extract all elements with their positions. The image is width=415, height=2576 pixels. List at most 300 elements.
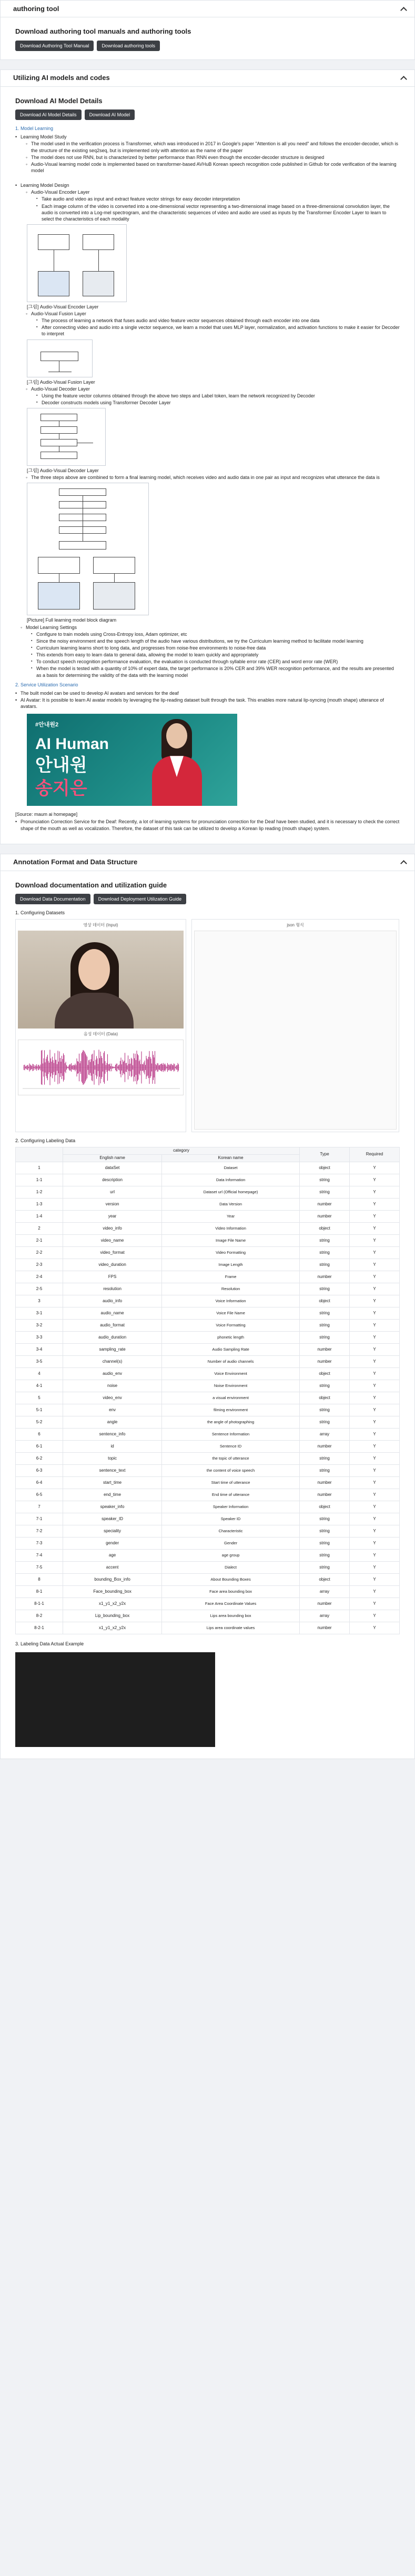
waveform-bar xyxy=(31,1065,32,1070)
waveform-bar xyxy=(67,1066,68,1068)
table-cell: sampling_rate xyxy=(63,1344,162,1356)
table-cell: Y xyxy=(350,1235,400,1247)
table-cell: 7-1 xyxy=(16,1513,63,1525)
table-cell: 6-3 xyxy=(16,1465,63,1477)
list-item: ◦ Model Learning Settings ▪ Configure to train models using Cross-Entropy loss, Adam optimizer, etc ▪ Since the noisy environment and the speech length of the audio have various distributions, we try the Curriculum learning method to facilitate model learning ▪ Curriculum learning learns short to long data, and progresses from noise-free environments to noise-free data ▪ This extends from easy to learn data to general data, allowing the model to learn quickly and appropriately ▪ To conduct speech recognition performance evaluation, the evaluation is conducted through syllable error rate (CER) and word error rate (WER) ▪ When the model is tested with a quantity of 10% of expert data, the target performance is 20% CER and 39% WER recognition performance, and the results are presented as a basis for determining the validity of the data with the learning model xyxy=(21,624,400,678)
panel-title: authoring tool xyxy=(13,4,59,13)
table-row xyxy=(16,1283,400,1295)
waveform-bar xyxy=(129,1059,130,1076)
sample-media xyxy=(15,919,186,1132)
waveform-bar xyxy=(173,1065,174,1070)
table-row xyxy=(16,1162,400,1174)
table-cell: object xyxy=(300,1295,350,1307)
table-row xyxy=(16,1598,400,1610)
table-cell: video_info xyxy=(63,1223,162,1235)
waveform-bar xyxy=(132,1059,133,1076)
waveform-bar xyxy=(66,1065,67,1070)
table-cell: number xyxy=(300,1344,350,1356)
table-row xyxy=(16,1610,400,1622)
list-item: ◦ Audio-Visual Fusion Layer ▪ The process of learning a network that fuses audio and video feature vector sequences obtained through each encoder into one data ▪ After connecting video and audio into a single vector sequence, we learn a model that uses MLP layer, normalization, and activation functions to make it easier for Decoder to interpret xyxy=(26,311,400,337)
waveform-bar xyxy=(59,1051,60,1083)
table-cell: string xyxy=(300,1320,350,1332)
waveform-bar xyxy=(118,1065,119,1070)
waveform-bar xyxy=(119,1064,120,1070)
table-cell: 6 xyxy=(16,1429,63,1441)
table-cell: Y xyxy=(350,1477,400,1489)
table-cell: number xyxy=(300,1271,350,1283)
table-cell: 4-1 xyxy=(16,1380,63,1392)
table-cell: number xyxy=(300,1477,350,1489)
download-tools-button[interactable]: Download authoring tools xyxy=(97,41,160,51)
table-cell: string xyxy=(300,1247,350,1259)
table-row xyxy=(16,1344,400,1356)
table-cell: Lip_bounding_box xyxy=(63,1610,162,1622)
promo-title: AI Human xyxy=(35,735,109,753)
table-row xyxy=(16,1271,400,1283)
table-cell: Y xyxy=(350,1174,400,1186)
decoder-diagram xyxy=(27,408,106,466)
ai-models-header[interactable] xyxy=(1,70,414,87)
table-cell: 6-2 xyxy=(16,1453,63,1465)
waveform-bar xyxy=(26,1066,27,1069)
table-cell: 3-5 xyxy=(16,1356,63,1368)
waveform-bar xyxy=(171,1064,172,1071)
table-cell: angle xyxy=(63,1416,162,1429)
waveform-bar xyxy=(91,1059,92,1076)
waveform-bar xyxy=(105,1061,106,1074)
table-cell: Y xyxy=(350,1513,400,1525)
table-cell: Video Information xyxy=(162,1223,300,1235)
waveform-bar xyxy=(94,1050,95,1084)
table-cell: Y xyxy=(350,1259,400,1271)
waveform-bar xyxy=(142,1064,143,1071)
waveform-bar xyxy=(50,1059,51,1077)
image-source: [Source: maum ai homepage] xyxy=(15,812,78,817)
table-header xyxy=(16,1147,63,1162)
waveform-bar xyxy=(176,1065,177,1070)
waveform-bar xyxy=(100,1052,101,1083)
table-cell: string xyxy=(300,1416,350,1429)
waveform-bar xyxy=(134,1058,135,1076)
table-cell: Y xyxy=(350,1404,400,1416)
waveform-graphic xyxy=(18,1040,184,1095)
table-cell: Sentence ID xyxy=(162,1441,300,1453)
table-cell: 3-2 xyxy=(16,1320,63,1332)
list-item: ▪ Take audio and video as input and extract feature vector strings for easy decoder interpretation xyxy=(36,196,400,202)
table-cell: Dataset xyxy=(162,1162,300,1174)
download-documentation-button[interactable]: Download Data Documentation xyxy=(15,894,90,904)
figure-caption: [그림] Audio-Visual Decoder Layer xyxy=(27,468,99,474)
table-cell: Y xyxy=(350,1368,400,1380)
table-cell: env xyxy=(63,1404,162,1416)
list-item: • The built model can be used to develop AI avatars and services for the deaf xyxy=(15,690,400,696)
table-cell: 4 xyxy=(16,1368,63,1380)
table-cell: Speaker ID xyxy=(162,1513,300,1525)
table-cell: string xyxy=(300,1235,350,1247)
waveform-bar xyxy=(135,1054,136,1081)
waveform-bar xyxy=(61,1062,62,1073)
table-cell: Dataset url (Official homepage) xyxy=(162,1186,300,1199)
waveform-bar xyxy=(130,1064,131,1072)
table-cell: a visual environment xyxy=(162,1392,300,1404)
waveform-bar xyxy=(96,1056,97,1079)
table-cell: Y xyxy=(350,1392,400,1404)
waveform-bar xyxy=(86,1055,87,1080)
table-row xyxy=(16,1453,400,1465)
table-cell: Y xyxy=(350,1416,400,1429)
waveform-bar xyxy=(78,1062,79,1073)
table-row xyxy=(16,1380,400,1392)
table-cell: accent xyxy=(63,1562,162,1574)
json-preview xyxy=(194,931,397,1130)
authoring-tool-header[interactable] xyxy=(1,1,414,17)
table-cell: 8-2-1 xyxy=(16,1622,63,1634)
table-cell: 1-1 xyxy=(16,1174,63,1186)
table-cell: Y xyxy=(350,1283,400,1295)
waveform-bar xyxy=(140,1064,141,1071)
chevron-up-icon[interactable] xyxy=(400,74,407,82)
table-cell: 8-1-1 xyxy=(16,1598,63,1610)
list-item: ▪ Using the feature vector columns obtained through the above two steps and Label token, learn the network recognized by Decoder xyxy=(36,393,400,399)
table-cell: Y xyxy=(350,1489,400,1501)
waveform-bar xyxy=(127,1065,128,1070)
waveform-bar xyxy=(74,1065,75,1070)
panel-title: Annotation Format and Data Structure xyxy=(13,858,138,866)
table-row xyxy=(16,1186,400,1199)
waveform-bar xyxy=(104,1051,105,1084)
table-cell: gender xyxy=(63,1537,162,1550)
table-cell: 2 xyxy=(16,1223,63,1235)
download-ai-details-button[interactable]: Download AI Model Details xyxy=(15,109,82,120)
waveform-bar xyxy=(56,1060,57,1075)
table-cell: Y xyxy=(350,1356,400,1368)
waveform-bar xyxy=(83,1050,84,1085)
section-heading: Download AI Model Details xyxy=(15,96,103,105)
table-row xyxy=(16,1307,400,1320)
table-cell: year xyxy=(63,1211,162,1223)
download-ai-model-button[interactable]: Download AI Model xyxy=(85,109,135,120)
table-header: Korean name xyxy=(162,1155,300,1162)
table-cell: string xyxy=(300,1186,350,1199)
waveform-bar xyxy=(63,1053,64,1082)
table-cell: Image Length xyxy=(162,1259,300,1271)
waveform-bar xyxy=(99,1058,100,1076)
table-cell: string xyxy=(300,1404,350,1416)
table-cell: Lips area coordinate values xyxy=(162,1622,300,1634)
waveform-bar xyxy=(145,1065,146,1070)
table-cell: Y xyxy=(350,1332,400,1344)
table-cell: Y xyxy=(350,1537,400,1550)
waveform-bar xyxy=(124,1061,125,1074)
table-row xyxy=(16,1259,400,1271)
table-cell: number xyxy=(300,1441,350,1453)
waveform-bar xyxy=(170,1064,171,1071)
figure-caption: [그림] Audio-Visual Fusion Layer xyxy=(27,379,95,385)
table-cell: Y xyxy=(350,1562,400,1574)
waveform-bar xyxy=(80,1061,81,1074)
waveform-bar xyxy=(121,1057,122,1077)
table-cell: sentence_text xyxy=(63,1465,162,1477)
table-row xyxy=(16,1235,400,1247)
table-cell: 6-5 xyxy=(16,1489,63,1501)
table-row xyxy=(16,1441,400,1453)
table-cell: 2-5 xyxy=(16,1283,63,1295)
waveform-bar xyxy=(55,1060,56,1075)
table-cell: array xyxy=(300,1610,350,1622)
subsection-title: 1. Model Learning xyxy=(15,126,54,132)
table-cell: 3-1 xyxy=(16,1307,63,1320)
waveform-bar xyxy=(58,1062,59,1073)
waveform-bar xyxy=(53,1060,54,1075)
table-row xyxy=(16,1477,400,1489)
table-cell: dataSet xyxy=(63,1162,162,1174)
table-cell: Face area bounding box xyxy=(162,1586,300,1598)
table-cell: 6-4 xyxy=(16,1477,63,1489)
table-cell: string xyxy=(300,1380,350,1392)
table-cell: 2-3 xyxy=(16,1259,63,1271)
figure-caption: [그림] Audio-Visual Encoder Layer xyxy=(27,304,99,309)
waveform-bar xyxy=(149,1051,150,1084)
table-row xyxy=(16,1489,400,1501)
table-cell: the topic of utterance xyxy=(162,1453,300,1465)
waveform-bar xyxy=(30,1065,31,1071)
table-header: Type xyxy=(300,1147,350,1162)
table-cell: Y xyxy=(350,1586,400,1598)
waveform-bar xyxy=(37,1066,38,1069)
table-cell: Dialect xyxy=(162,1562,300,1574)
table-cell: Resolution xyxy=(162,1283,300,1295)
waveform-bar xyxy=(42,1050,43,1085)
waveform-bar xyxy=(172,1065,173,1070)
waveform-bar xyxy=(157,1063,158,1072)
list-item: ▪ Since the noisy environment and the speech length of the audio have various distributions, we try the Curriculum learning method to facilitate model learning xyxy=(31,638,400,644)
table-cell: topic xyxy=(63,1453,162,1465)
table-cell: Y xyxy=(350,1199,400,1211)
waveform-bar xyxy=(154,1057,155,1077)
waveform-bar xyxy=(52,1057,53,1079)
table-cell: Data Version xyxy=(162,1199,300,1211)
table-cell: number xyxy=(300,1356,350,1368)
table-cell: number xyxy=(300,1598,350,1610)
table-cell: Sentence Information xyxy=(162,1429,300,1441)
ai-human-promo-image xyxy=(27,714,237,806)
table-cell: id xyxy=(63,1441,162,1453)
table-row xyxy=(16,1525,400,1537)
table-cell: Year xyxy=(162,1211,300,1223)
table-cell: Y xyxy=(350,1223,400,1235)
dataset-sample xyxy=(15,919,400,1132)
authoring-tool-panel xyxy=(0,0,415,60)
table-cell: 3-4 xyxy=(16,1344,63,1356)
table-cell: Lips area bounding box xyxy=(162,1610,300,1622)
waveform-bar xyxy=(64,1055,65,1080)
list-item: ▪ After connecting video and audio into a single vector sequence, we learn a model that uses MLP layer, normalization, and activation functions to make it easier for Decoder to interpret xyxy=(36,324,400,337)
list-item: ▪ This extends from easy to learn data to general data, allowing the model to learn quickly and appropriately xyxy=(31,652,400,658)
table-cell: Y xyxy=(350,1501,400,1513)
labeling-table xyxy=(15,1147,400,1634)
table-cell: 5-1 xyxy=(16,1404,63,1416)
table-cell: phonetic length xyxy=(162,1332,300,1344)
table-cell: Y xyxy=(350,1380,400,1392)
waveform-bar xyxy=(25,1066,26,1069)
table-cell: Voice Formatting xyxy=(162,1320,300,1332)
table-cell: string xyxy=(300,1562,350,1574)
list-item: • Learning Model Design ◦ Audio-Visual Encoder Layer ▪ Take audio and video as input and extract feature vector strings for easy decoder interpretation ▪ Each image column of the video is converted into a one-dimensional vector representing a two-dimensional image based on a three-dimensional convolution layer, the audio is converted into a Log-mel spectrogram, and the characteristic sequences of video and audio are used as inputs by the Transformer Encoder Layer to learn to select the characteristics of each modality xyxy=(15,182,400,222)
table-cell: End time of utterance xyxy=(162,1489,300,1501)
table-cell: object xyxy=(300,1223,350,1235)
promo-name: 송지은 xyxy=(35,778,87,799)
table-cell: 1-4 xyxy=(16,1211,63,1223)
waveform-bar xyxy=(44,1050,45,1084)
table-row xyxy=(16,1392,400,1404)
table-row xyxy=(16,1622,400,1634)
table-cell: description xyxy=(63,1174,162,1186)
table-cell: array xyxy=(300,1586,350,1598)
chevron-up-icon[interactable] xyxy=(400,858,407,866)
table-cell: Voice Environment xyxy=(162,1368,300,1380)
table-row xyxy=(16,1537,400,1550)
table-row xyxy=(16,1416,400,1429)
table-cell: object xyxy=(300,1501,350,1513)
table-cell: sentence_info xyxy=(63,1429,162,1441)
table-cell: Gender xyxy=(162,1537,300,1550)
table-cell: age group xyxy=(162,1550,300,1562)
waveform-bar xyxy=(85,1054,86,1082)
table-row xyxy=(16,1295,400,1307)
waveform-bar xyxy=(82,1052,83,1083)
table-cell: Y xyxy=(350,1550,400,1562)
table-cell: string xyxy=(300,1307,350,1320)
table-cell: url xyxy=(63,1186,162,1199)
table-row xyxy=(16,1174,400,1186)
table-cell: number xyxy=(300,1489,350,1501)
table-cell: Frame xyxy=(162,1271,300,1283)
table-cell: Voice File Name xyxy=(162,1307,300,1320)
table-row xyxy=(16,1356,400,1368)
waveform-bar xyxy=(71,1063,72,1072)
table-row xyxy=(16,1513,400,1525)
table-cell: Y xyxy=(350,1441,400,1453)
table-cell: 2-1 xyxy=(16,1235,63,1247)
waveform-bar xyxy=(146,1056,147,1079)
waveform-bar xyxy=(39,1066,40,1069)
table-cell: audio_duration xyxy=(63,1332,162,1344)
table-cell: 2-2 xyxy=(16,1247,63,1259)
waveform-bar xyxy=(112,1066,113,1069)
waveform-bar xyxy=(48,1061,49,1074)
waveform-bar xyxy=(45,1062,46,1072)
table-cell: version xyxy=(63,1199,162,1211)
table-header: Required xyxy=(350,1147,400,1162)
section-heading: Download documentation and utilization guide xyxy=(15,881,167,889)
table-cell: age xyxy=(63,1550,162,1562)
waveform-bar xyxy=(148,1057,149,1078)
table-cell: 7-3 xyxy=(16,1537,63,1550)
table-cell: About Bounding Boxes xyxy=(162,1574,300,1586)
waveform-bar xyxy=(168,1065,169,1070)
table-cell: number xyxy=(300,1199,350,1211)
table-cell: Y xyxy=(350,1307,400,1320)
list-item: ◦ Audio-Visual Encoder Layer ▪ Take audio and video as input and extract feature vector strings for easy decoder interpretation ▪ Each image column of the video is converted into a one-dimensional vector representing a two-dimensional image based on a three-dimensional convolution layer, the audio is converted into a Log-mel spectrogram, and the characteristic sequences of video and audio are used as inputs by the Transformer Encoder Layer to learn to select the characteristics of each modality xyxy=(26,189,400,222)
audio-waveform xyxy=(18,1040,184,1095)
table-cell: Image File Name xyxy=(162,1235,300,1247)
list-item: • Learning Model Study ◦ The model used in the verification process is Transformer, which was introduced in 2017 in Google's paper "Attention is all you need" and follows the encoder-decoder, which is the structure of the existing seq2seq, but is implemented only with attention as the name of the paper ◦ The model does not use RNN, but is characterized by better performance than RNN even though the encoder-decoder structure is designed ◦ Audio-Visual learning model code is implemented based on transformer-based AVHuB Korean speech recognition code published in Github for code verification of the learning model xyxy=(15,134,400,174)
table-cell: 1-3 xyxy=(16,1199,63,1211)
table-cell: string xyxy=(300,1525,350,1537)
table-cell: audio_info xyxy=(63,1295,162,1307)
list-item: ◦ Audio-Visual Decoder Layer ▪ Using the feature vector columns obtained through the above two steps and Label token, learn the network recognized by Decoder ▪ Decoder constructs models using Transformer Decoder Layer xyxy=(26,386,400,406)
list-item: • Pronunciation Correction Service for the Deaf: Recently, a lot of learning systems for pronunciation correction for the Deaf have been studied, and it is necessary to check the correct shape of the mouth as well as vocalization. Therefore, the dataset of this task can be utilized to develop a Korean lip reading (mouth shape) system. xyxy=(15,818,400,831)
table-cell: 8-1 xyxy=(16,1586,63,1598)
table-cell: 3 xyxy=(16,1295,63,1307)
fusion-diagram xyxy=(27,340,93,377)
panel-title: Utilizing AI models and codes xyxy=(13,74,110,82)
table-cell: 6-1 xyxy=(16,1441,63,1453)
waveform-bar xyxy=(175,1067,176,1069)
json-label: json 형식 xyxy=(287,923,304,928)
table-cell: Y xyxy=(350,1271,400,1283)
download-guide-button[interactable]: Download Deployment Utilization Guide xyxy=(94,894,187,904)
download-manual-button[interactable]: Download Authoring Tool Manual xyxy=(15,41,94,51)
list-item: ▪ Each image column of the video is converted into a one-dimensional vector representing a two-dimensional image based on a three-dimensional convolution layer, the audio is converted into a Log-mel spectrogram, and the characteristic sequences of video and audio are used as inputs by the Transformer Encoder Layer to learn to select the characteristics of each modality xyxy=(36,203,400,222)
waveform-bar xyxy=(167,1063,168,1072)
audio-label: 음성 데이터 (Data) xyxy=(83,1032,118,1037)
table-cell: number xyxy=(300,1211,350,1223)
table-row xyxy=(16,1465,400,1477)
table-cell: number xyxy=(300,1622,350,1634)
table-cell: Y xyxy=(350,1247,400,1259)
avatar-person-illustration xyxy=(148,719,206,806)
table-cell: 7 xyxy=(16,1501,63,1513)
table-row xyxy=(16,1429,400,1441)
table-cell: the angle of photographing xyxy=(162,1416,300,1429)
table-row xyxy=(16,1562,400,1574)
sample-json xyxy=(191,919,399,1132)
waveform-bar xyxy=(97,1059,98,1076)
waveform-bar xyxy=(162,1063,163,1072)
table-cell: Speaker Information xyxy=(162,1501,300,1513)
chevron-up-icon[interactable] xyxy=(400,5,407,13)
table-cell: channel(s) xyxy=(63,1356,162,1368)
waveform-bar xyxy=(28,1066,29,1068)
annotation-header[interactable] xyxy=(1,854,414,871)
table-cell: Noise Environment xyxy=(162,1380,300,1392)
table-row xyxy=(16,1332,400,1344)
table-cell: bounding_Box_info xyxy=(63,1574,162,1586)
list-item: ◦ The three steps above are combined to form a final learning model, which receives video and audio data in one pair as input and recognizes what utterance the data is xyxy=(26,474,400,481)
table-cell: start_time xyxy=(63,1477,162,1489)
table-cell: x1_y1_x2_y2x xyxy=(63,1598,162,1610)
waveform-bar xyxy=(41,1051,42,1084)
subsection-title: 3. Labeling Data Actual Example xyxy=(15,1641,84,1647)
waveform-bar xyxy=(101,1056,102,1079)
table-cell: video_name xyxy=(63,1235,162,1247)
table-cell: 2-4 xyxy=(16,1271,63,1283)
table-cell: object xyxy=(300,1574,350,1586)
encoder-diagram xyxy=(27,224,127,302)
table-cell: speaker_ID xyxy=(63,1513,162,1525)
table-row xyxy=(16,1368,400,1380)
waveform-bar xyxy=(116,1064,117,1071)
list-item: ▪ Decoder constructs models using Transformer Decoder Layer xyxy=(36,400,400,406)
table-cell: Video Formatting xyxy=(162,1247,300,1259)
table-row xyxy=(16,1320,400,1332)
table-cell: resolution xyxy=(63,1283,162,1295)
table-header: English name xyxy=(63,1155,162,1162)
waveform-bar xyxy=(88,1060,89,1074)
section-heading: Download authoring tool manuals and authoring tools xyxy=(15,27,191,35)
waveform-bar xyxy=(29,1063,30,1071)
